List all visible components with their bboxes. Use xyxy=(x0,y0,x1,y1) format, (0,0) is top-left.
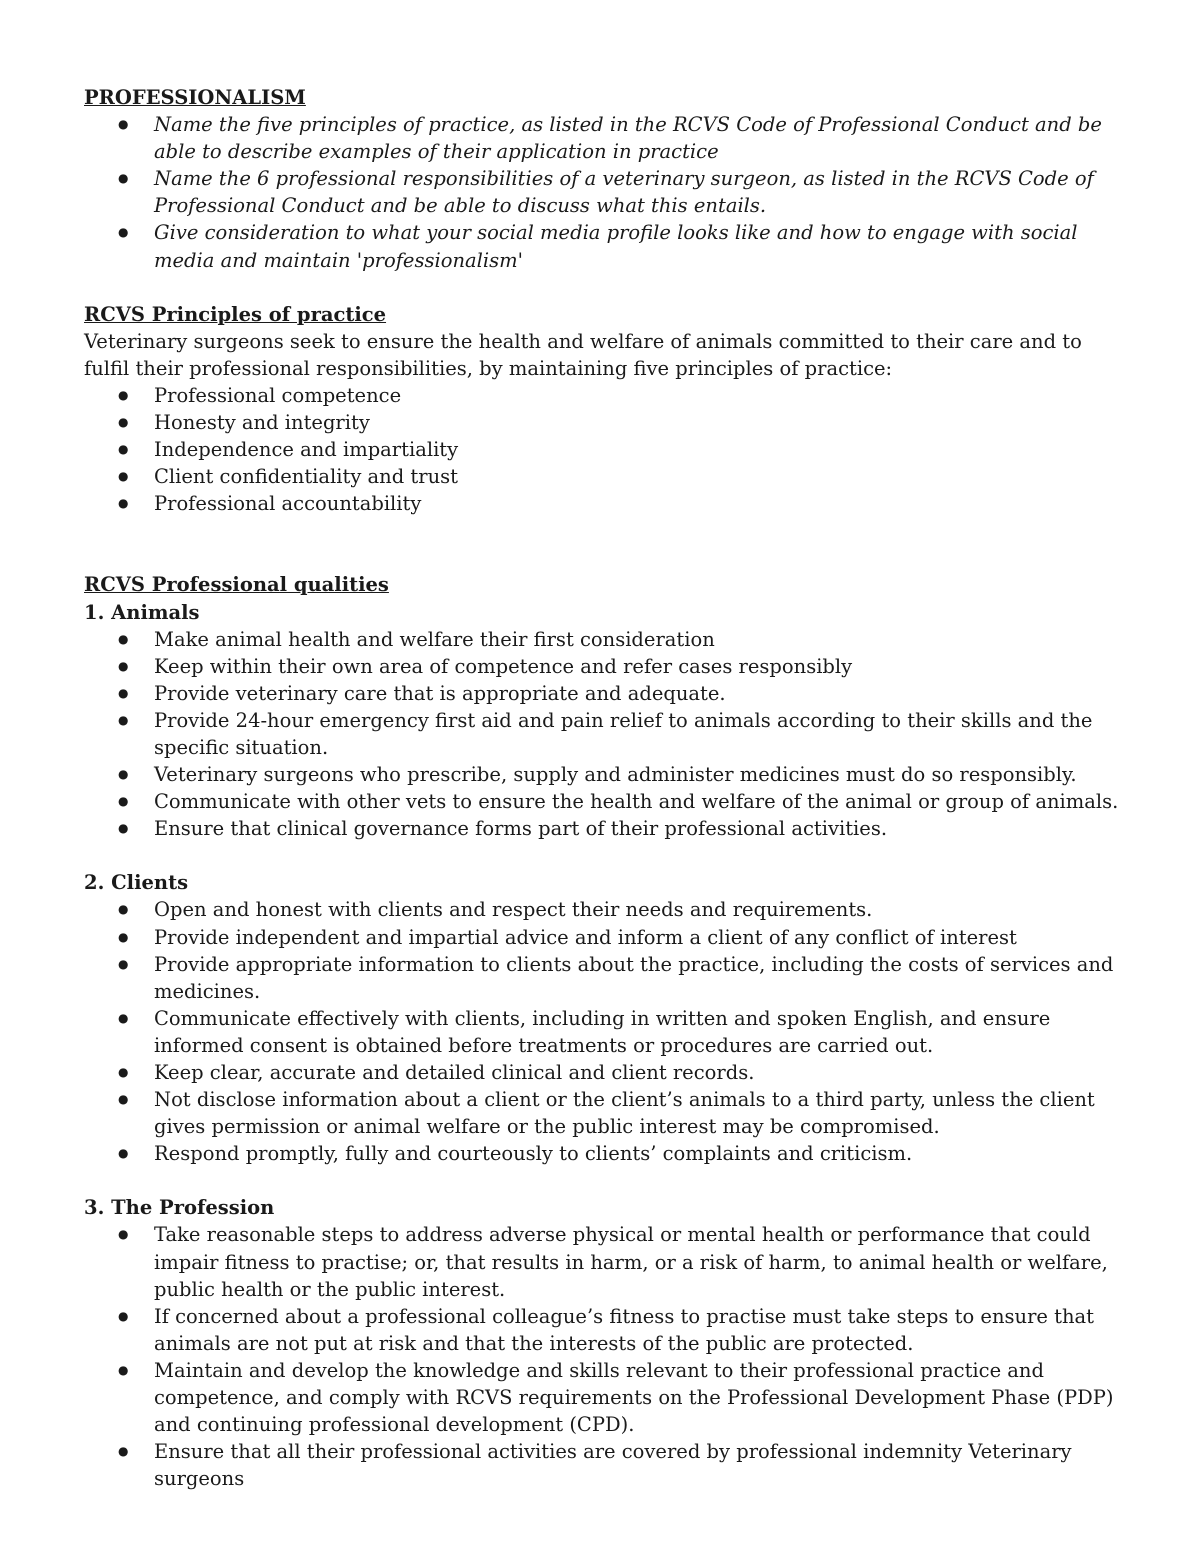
profession-subheading: 3. The Profession xyxy=(84,1196,275,1220)
spacer xyxy=(84,1167,1120,1194)
list-item: ● Open and honest with clients and respect their needs and requirements. xyxy=(84,896,1120,923)
profession-list xyxy=(84,1221,1120,1492)
list-item: ● Give consideration to what your social media profile looks like and how to engage with social media and maintain 'professionalism' xyxy=(84,219,1120,273)
list-item: ● Honesty and integrity xyxy=(84,409,1120,436)
professionalism-heading: PROFESSIONALISM xyxy=(84,86,306,109)
list-item: ● Provide appropriate information to clients about the practice, including the costs of services and medicines. xyxy=(84,951,1120,1005)
spacer xyxy=(84,274,1120,301)
list-item: ● Professional competence xyxy=(84,382,1120,409)
animals-subheading: 1. Animals xyxy=(84,600,200,624)
list-item: ● Make animal health and welfare their first consideration xyxy=(84,626,1120,653)
list-item: ● Maintain and develop the knowledge and skills relevant to their professional practice and competence, and comply with RCVS requirements on the Professional Development Phase (PDP) and continuing professional development (CPD). xyxy=(84,1357,1120,1438)
list-item: ● Communicate effectively with clients, including in written and spoken English, and ensure informed consent is obtained before treatments or procedures are carried out. xyxy=(84,1005,1120,1059)
list-item: ● Professional accountability xyxy=(84,490,1120,517)
learning-objectives-list xyxy=(84,111,1120,274)
clients-subheading: 2. Clients xyxy=(84,871,189,895)
clients-list xyxy=(84,896,1120,1167)
list-item: ● Independence and impartiality xyxy=(84,436,1120,463)
list-item: ● Name the 6 professional responsibilities of a veterinary surgeon, as listed in the RCVS Code of Professional Conduct and be able to discuss what this entails. xyxy=(84,165,1120,219)
list-item: ● Respond promptly, fully and courteously to clients’ complaints and criticism. xyxy=(84,1140,1120,1167)
spacer xyxy=(84,517,1120,571)
list-item: ● Not disclose information about a client or the client’s animals to a third party, unless the client gives permission or animal welfare or the public interest may be compromised. xyxy=(84,1086,1120,1140)
principles-heading: RCVS Principles of practice xyxy=(84,302,387,326)
list-item: ● Ensure that clinical governance forms part of their professional activities. xyxy=(84,815,1120,842)
list-item: ● Keep clear, accurate and detailed clinical and client records. xyxy=(84,1059,1120,1086)
list-item: ● Provide 24-hour emergency first aid and pain relief to animals according to their skills and the specific situation. xyxy=(84,707,1120,761)
list-item: ● If concerned about a professional colleague’s fitness to practise must take steps to ensure that animals are not put at risk and that the interests of the public are protected. xyxy=(84,1303,1120,1357)
animals-list xyxy=(84,626,1120,843)
list-item: ● Ensure that all their professional activities are covered by professional indemnity Veterinary surgeons xyxy=(84,1438,1120,1492)
principles-list xyxy=(84,382,1120,517)
list-item: ● Take reasonable steps to address adverse physical or mental health or performance that could impair fitness to practise; or, that results in harm, or a risk of harm, to animal health or welfare, public health or the public interest. xyxy=(84,1221,1120,1302)
list-item: ● Provide independent and impartial advice and inform a client of any conflict of interest xyxy=(84,924,1120,951)
list-item: ● Client confidentiality and trust xyxy=(84,463,1120,490)
spacer xyxy=(84,842,1120,869)
list-item: ● Keep within their own area of competence and refer cases responsibly xyxy=(84,653,1120,680)
principles-intro: Veterinary surgeons seek to ensure the health and welfare of animals committed to their care and to fulfil their professional responsibilities, by maintaining five principles of practice: xyxy=(84,329,1082,380)
list-item: ● Veterinary surgeons who prescribe, supply and administer medicines must do so responsibly. xyxy=(84,761,1120,788)
list-item: ● Provide veterinary care that is appropriate and adequate. xyxy=(84,680,1120,707)
list-item: ● Communicate with other vets to ensure the health and welfare of the animal or group of animals. xyxy=(84,788,1120,815)
qualities-heading: RCVS Professional qualities xyxy=(84,573,389,597)
list-item: ● Name the five principles of practice, as listed in the RCVS Code of Professional Conduct and be able to describe examples of their application in practice xyxy=(84,111,1120,165)
